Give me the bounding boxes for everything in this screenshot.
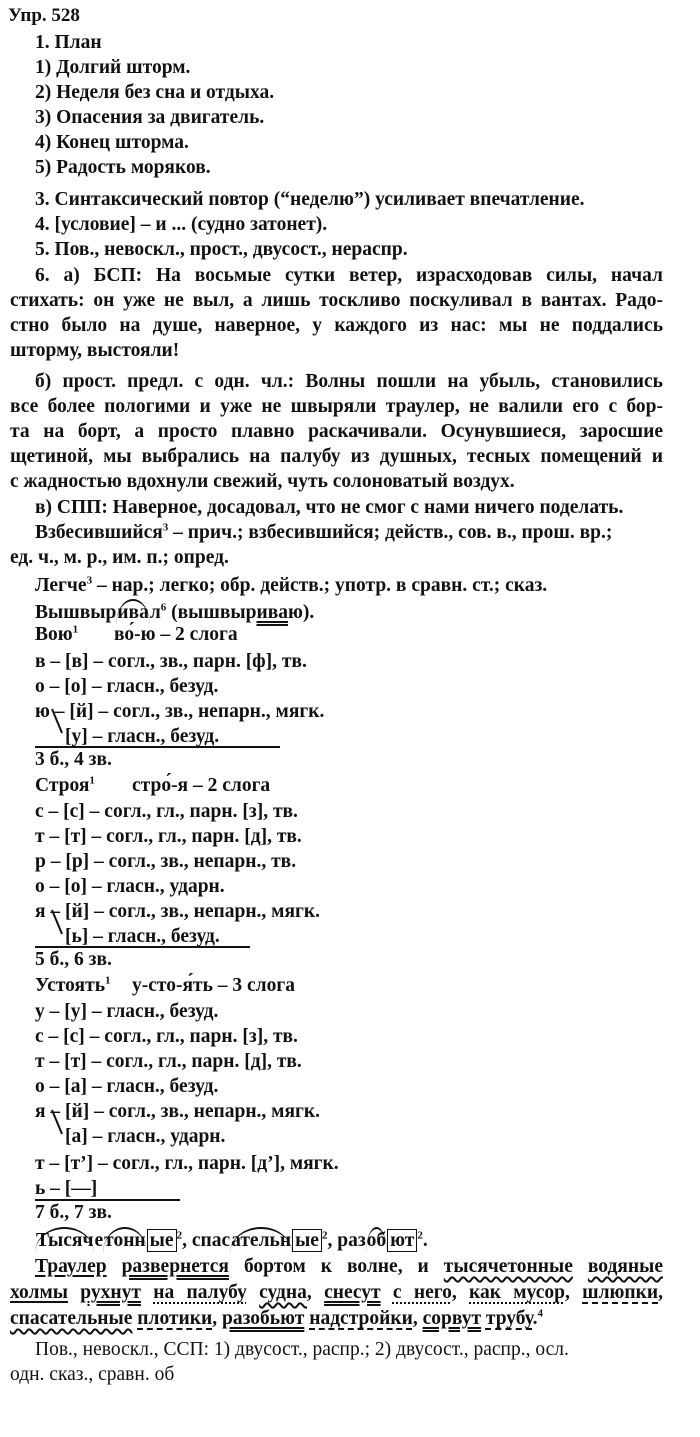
summary-line: Пов., невоскл., ССП: 1) двусост., распр.; 2) двусост., распр., осл.	[35, 1339, 569, 1360]
predicate: разобьют	[221, 1308, 305, 1329]
phon-row: в – [в] – согл., зв., парн. [ф], тв.	[35, 651, 307, 672]
predicate: снесут	[324, 1282, 381, 1303]
plan-item: 5) Радость моряков.	[35, 157, 211, 178]
adverbial: как мусор	[469, 1282, 565, 1303]
attribute: спасательные	[10, 1308, 133, 1329]
phon-row: с – [с] – согл., гл., парн. [з], тв.	[35, 801, 298, 822]
answer-6b-line: щетиной, мы выбрались на палубу из душных, тесных помещений и	[10, 446, 663, 467]
phon-total: 5 б., 6 зв.	[35, 949, 112, 970]
plan-item: 3) Опасения за двигатель.	[35, 107, 265, 128]
morph-word-1-cont: ед. ч., м. р., им. п.; опред.	[10, 547, 229, 568]
attribute: водяные	[587, 1256, 664, 1277]
answer-6a-line: стно было на душе, наверное, у каждого из нас: мы не поддались	[10, 315, 663, 336]
plan-item: 4) Конец шторма.	[35, 132, 189, 153]
phon-row: [ь] – гласн., безуд.	[65, 926, 220, 947]
answer-4: 4. [условие] – и ... (судно затонет).	[35, 214, 328, 235]
object: шлюпки	[582, 1282, 659, 1303]
predicate: сорвут	[422, 1308, 482, 1329]
phon-row: т – [т] – согл., гл., парн. [д], тв.	[35, 826, 302, 847]
phon-row: р – [р] – согл., зв., непарн., тв.	[35, 851, 297, 872]
summary-line: одн. сказ., сравн. об	[10, 1364, 175, 1385]
phon-row: я – [й] – согл., зв., непарн., мягк.	[35, 901, 320, 922]
branch-mark	[48, 1106, 68, 1142]
answer-6b-line: та на борт, а просто плавно раскачивали. Осунувшиеся, заросшие	[10, 421, 663, 442]
root-arc: ательн	[230, 1227, 292, 1253]
branch-mark	[48, 906, 68, 942]
answer-6a-line: 6. а) БСП: На восьмые сутки ветер, израсходовав силы, начал	[35, 265, 663, 286]
root-arc: об	[366, 1227, 388, 1253]
plan-item: 1) Долгий шторм.	[35, 57, 191, 78]
phon-row: о – [а] – гласн., безуд.	[35, 1076, 219, 1097]
plan-heading: 1. План	[35, 32, 102, 53]
word-composition: Тысячетонн ые $^2$, спасательн ые $^2$, разоб ют $^2$.	[35, 1227, 428, 1253]
phon-row: о – [о] – гласн., безуд.	[35, 676, 219, 697]
ending-box: ют	[387, 1229, 417, 1252]
ending-box: ые	[147, 1229, 177, 1252]
answer-6a-line: шторму, выстояли!	[10, 340, 180, 361]
answer-6a-line: стихать: он уже не выл, а лишь тоскливо поскуливал в вантах. Радо-	[10, 290, 663, 311]
answer-3: 3. Синтаксический повтор (“неделю”) усиливает впечатление.	[35, 189, 585, 210]
phon-total: 3 б., 4 зв.	[35, 749, 112, 770]
phon-row: о – [о] – гласн., ударн.	[35, 876, 225, 897]
branch-mark	[48, 705, 68, 741]
adverbial: с него	[392, 1282, 452, 1303]
phon-syllables: стро́-я – 2 слога	[132, 775, 271, 796]
exercise-title: Упр. 528	[8, 5, 80, 26]
root-arc: тонн	[103, 1227, 147, 1253]
phon-row: у – [у] – гласн., безуд.	[35, 1001, 219, 1022]
phon-row: т – [т] – согл., гл., парн. [д], тв.	[35, 1051, 302, 1072]
answer-5: 5. Пов., невоскл., прост., двусост., нераспр.	[35, 239, 408, 260]
phon-row: ю – [й] – согл., зв., непарн., мягк.	[35, 701, 325, 722]
root-arc: ива	[116, 599, 150, 625]
predicate: рухнут	[80, 1282, 141, 1303]
parsed-sentence-line: Траулер развернется бортом к волне, и тысячетонные водяные	[35, 1256, 664, 1277]
phon-syllables: во́-ю – 2 слога	[114, 624, 238, 645]
phon-row: с – [с] – согл., гл., парн. [з], тв.	[35, 1026, 298, 1047]
answer-6b-line: все более пологими и уже не швыряли траулер, не валили его с бор-	[10, 396, 663, 417]
parsed-sentence-line: холмы рухнут на палубу судна, снесут с него, как мусор, шлюпки,	[10, 1282, 664, 1303]
subject: холмы	[10, 1282, 68, 1303]
answer-6b-line: б) прост. предл. с одн. чл.: Волны пошли на убыль, становились	[35, 371, 663, 392]
attribute: судна	[259, 1282, 307, 1303]
subject: Траулер	[35, 1256, 107, 1277]
object: плотики	[137, 1308, 213, 1329]
phon-total: 7 б., 7 зв.	[35, 1202, 112, 1223]
suffix-mark: ива	[256, 602, 288, 623]
phon-word: Вою$^1$	[35, 623, 79, 645]
object: трубу	[485, 1308, 533, 1329]
adverbial: на палубу	[153, 1282, 247, 1303]
morph-word-1: Взбесившийся$^3$ – прич.; взбесившийся; действ., сов. в., прош. вр.;	[35, 521, 613, 543]
answer-6b-line: с жадностью вдохнули свежий, чуть солоноватый воздух.	[10, 471, 515, 492]
attribute: тысячетонные	[443, 1256, 573, 1277]
phon-row: т – [т’] – согл., гл., парн. [д’], мягк.	[35, 1153, 339, 1174]
phon-row: [у] – гласн., безуд.	[65, 726, 220, 747]
morph-word-3: Вышвыривал$^6$ (вышвыриваю).	[35, 599, 314, 625]
phon-row: ь – [—]	[35, 1178, 98, 1199]
root-arc: Тысяч	[35, 1227, 94, 1253]
phon-word: Устоять$^1$	[35, 974, 111, 996]
morph-word-2: Легче$^3$ – нар.; легко; обр. действ.; употр. в сравн. ст.; сказ.	[35, 574, 548, 596]
phon-row: я – [й] – согл., зв., непарн., мягк.	[35, 1101, 320, 1122]
phon-row: [а] – гласн., ударн.	[65, 1126, 226, 1147]
ending-box: ые	[292, 1229, 322, 1252]
object: надстройки	[309, 1308, 413, 1329]
predicate: развернется	[121, 1256, 229, 1277]
phon-word: Строя$^1$	[35, 774, 95, 796]
answer-6c: в) СПП: Наверное, досадовал, что не смог с нами ничего поделать.	[35, 497, 624, 518]
parsed-sentence-line: спасательные плотики, разобьют надстройки, сорвут трубу.$^4$	[10, 1307, 543, 1329]
plan-item: 2) Неделя без сна и отдыха.	[35, 82, 275, 103]
phon-syllables: у-сто-я́ть – 3 слога	[132, 975, 295, 996]
